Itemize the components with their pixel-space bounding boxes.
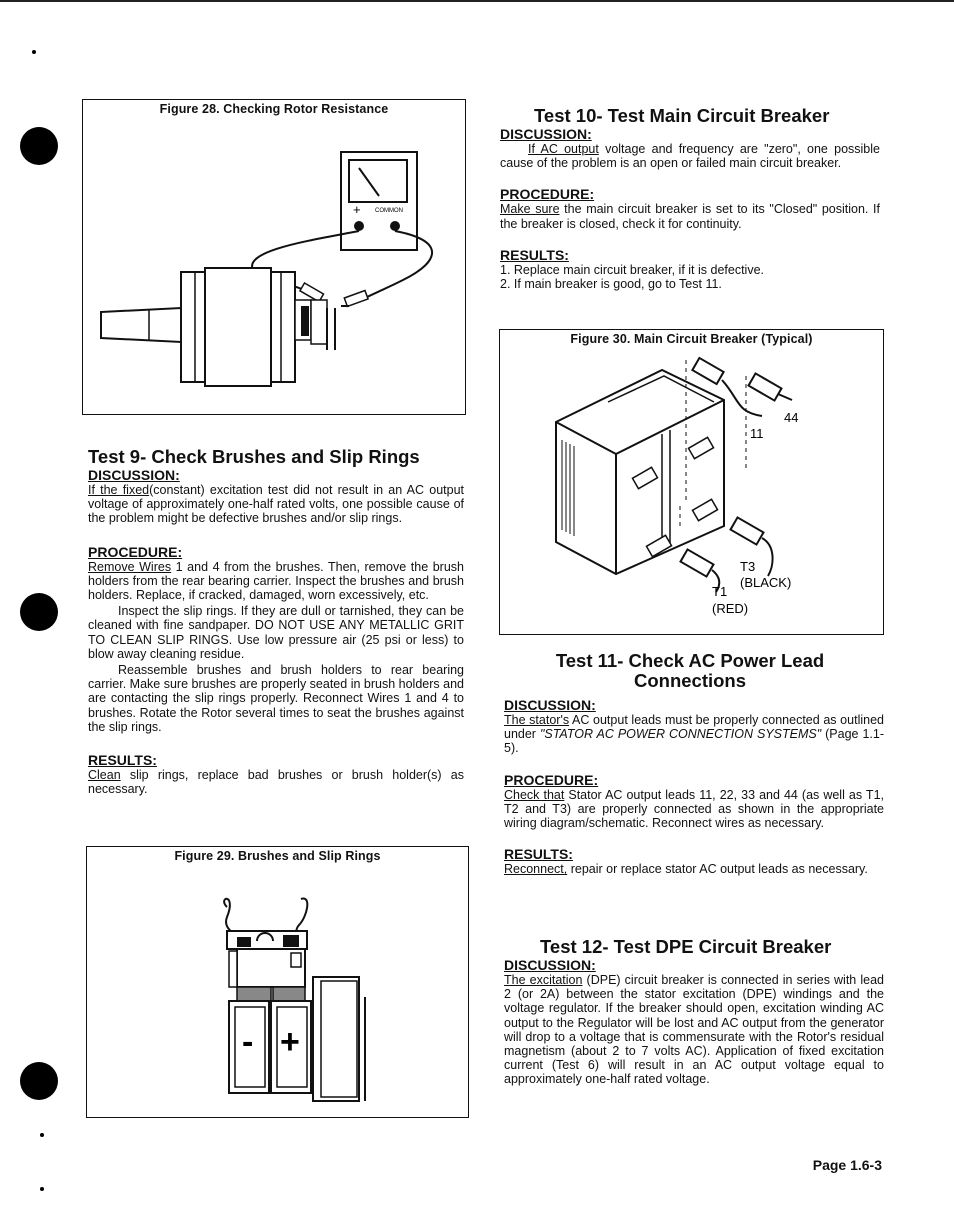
- test-11-section: [504, 651, 884, 876]
- minus-symbol: -: [242, 1023, 254, 1061]
- test-11-results-heading: RESULTS:: [504, 846, 573, 863]
- test-9-procedure-p2: Inspect the slip rings. If they are dull or tarnished, they can be cleaned with fine sandpaper. DO NOT USE ANY METALLIC GRIT TO CLEAN SLIP RINGS. Use low pressure air (25 psi or less) to blow away cleaning residue.: [88, 604, 464, 661]
- lead-t1-label: T1: [712, 584, 728, 599]
- test-9-discussion-heading: DISCUSSION:: [88, 467, 180, 483]
- figure-29-caption: Figure 29. Brushes and Slip Rings: [174, 849, 381, 863]
- test-12-discussion-text: The excitation (DPE) circuit breaker is connected in series with lead 2 (or 2A) between the stator excitation (DPE) windings and the voltage regulator. If the breaker should open, excitation winding AC output to the Regulator will be lost and AC output from the generator will drop to a voltage that is commensurate with the Rotor's residual magnetism (about 2 to 7 volts AC). Application of fixed excitation current (Test 6) will result in an AC output voltage equal to approximately one-half rated voltage.: [504, 973, 884, 1087]
- figure-29: [86, 846, 469, 1118]
- binder-hole-bottom: [20, 1062, 58, 1100]
- test-10-procedure-text: Make sure the main circuit breaker is set to its "Closed" position. If the breaker is closed, check it for continuity.: [500, 202, 880, 231]
- test-10-results-heading: RESULTS:: [500, 246, 569, 263]
- test-11-procedure-heading: PROCEDURE:: [504, 771, 599, 788]
- main-circuit-breaker-drawing: [500, 330, 883, 634]
- test-11-discussion-heading: DISCUSSION:: [504, 697, 596, 713]
- test-10-title: Test 10- Test Main Circuit Breaker: [534, 105, 830, 126]
- binder-hole-top: [20, 127, 58, 165]
- brushes-slip-rings-drawing: [87, 847, 468, 1117]
- test-9-procedure-text: Remove Wires 1 and 4 from the brushes. Then, remove the brush holders from the rear bearing carrier. Inspect the brushes and brush holders. Replace, if cracked, damaged, worn excessively, etc.: [88, 559, 465, 603]
- test-11-procedure-text: Check that Stator AC output leads 11, 22, 33 and 44 (as well as T1, T2 and T3) are properly connected as shown in the appropriate wiring diagram/schematic. Reconnect wires as necessary.: [504, 787, 884, 831]
- test-9-title: Test 9- Check Brushes and Slip Rings: [88, 446, 420, 467]
- binder-hole-middle: [20, 593, 58, 631]
- meter-plus-label: +: [353, 202, 361, 217]
- test-9-procedure-heading: PROCEDURE:: [88, 543, 183, 560]
- meter-common-label: COMMON: [375, 208, 403, 214]
- page-number: Page 1.6-3: [812, 1157, 882, 1173]
- lead-black-label: (BLACK): [740, 575, 792, 590]
- test-10-results-1: 1. Replace main circuit breaker, if it is defective.: [500, 262, 765, 277]
- speck: [32, 50, 36, 54]
- figure-30-caption: Figure 30. Main Circuit Breaker (Typical): [570, 332, 813, 346]
- test-10-procedure-heading: PROCEDURE:: [500, 186, 595, 203]
- test-12-discussion-heading: DISCUSSION:: [504, 957, 596, 973]
- test-10-discussion-heading: DISCUSSION:: [500, 126, 592, 142]
- test-11-discussion-text: The stator's AC output leads must be properly connected as outlined under "STATOR AC POWER CONNECTION SYSTEMS" (Page 1.1-5).: [504, 713, 884, 756]
- speck: [40, 1187, 44, 1191]
- figure-28: [82, 99, 466, 415]
- test-9-results-heading: RESULTS:: [88, 752, 157, 769]
- test-10-results-2: 2. If main breaker is good, go to Test 11.: [500, 277, 722, 292]
- plus-symbol: +: [280, 1023, 300, 1061]
- test-10-discussion-text: If AC output voltage and frequency are "zero", one possible cause of the problem is an open or failed main circuit breaker.: [500, 142, 880, 171]
- test-12-section: [504, 937, 884, 1087]
- lead-44-label: 44: [784, 410, 799, 425]
- test-11-title: Test 11- Check AC Power Lead Connections: [555, 650, 825, 691]
- test-9-procedure-p3: Reassemble brushes and brush holders to rear bearing carrier. Make sure brushes are properly seated in brush holders and are contacting the slip rings properly. Reconnect Wires 1 and 4 to brushes. Rotate the Rotor several times to seat the brushes against the slip rings.: [88, 663, 464, 734]
- speck: [40, 1133, 44, 1137]
- figure-28-caption: Figure 28. Checking Rotor Resistance: [159, 102, 389, 116]
- test-9-discussion-text: If the fixed(constant) excitation test did not result in an AC output voltage of approximately one-half rated volts, one possible cause of the problem might be defective brushes and/or slip rings.: [88, 483, 464, 526]
- test-12-title: Test 12- Test DPE Circuit Breaker: [540, 936, 832, 957]
- test-11-results-text: Reconnect, repair or replace stator AC output leads as necessary.: [504, 862, 868, 877]
- test-9-results-text: Clean slip rings, replace bad brushes or brush holder(s) as necessary.: [88, 768, 464, 797]
- lead-red-label: (RED): [712, 601, 749, 616]
- test-10-section: [500, 106, 880, 291]
- top-border-line: [0, 0, 954, 2]
- lead-11-label: 11: [750, 426, 764, 441]
- test-9-section: [88, 447, 464, 796]
- lead-t3-label: T3: [740, 559, 756, 574]
- figure-30: [499, 329, 884, 635]
- rotor-resistance-drawing: [83, 100, 465, 414]
